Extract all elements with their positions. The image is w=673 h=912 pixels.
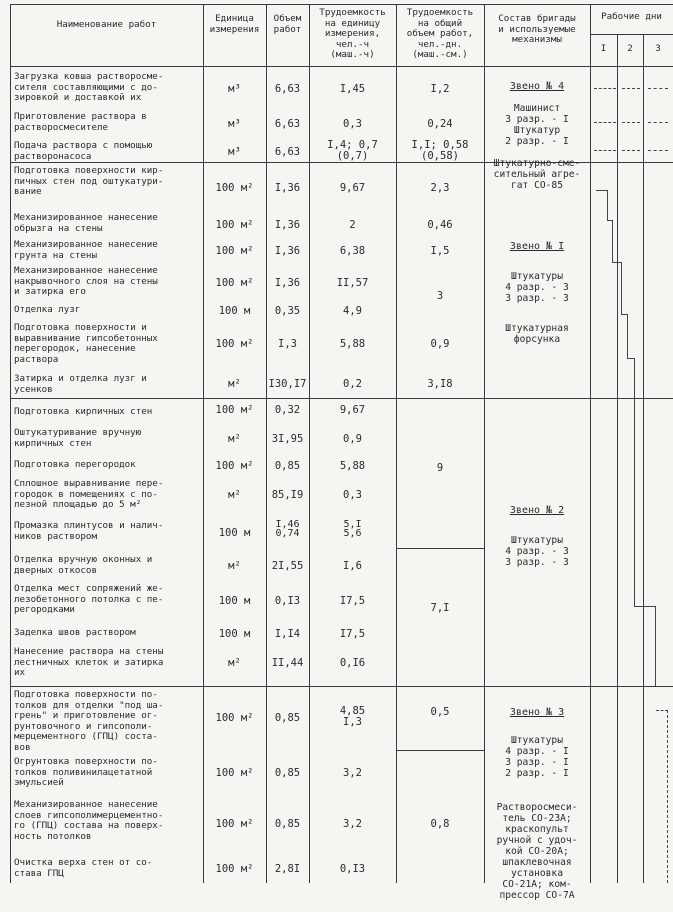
row-labor-total: I,5	[430, 245, 450, 257]
row-work: Механизированное нанесение обрызга на стены	[14, 212, 158, 234]
row-work: Механизированное нанесение накрывочного слоя на стены и затирка его	[14, 265, 158, 297]
crew-2-members: Штукатуры 4 разр. - 3 3 разр. - 3	[505, 535, 569, 568]
row-work: Очистка верха стен от со- става ГПЦ	[14, 857, 153, 879]
row-work: Промазка плинтусов и налич- ников раствором	[14, 520, 164, 542]
row-volume: I,46 0,74	[275, 519, 300, 539]
row-unit: 100 м	[218, 305, 251, 317]
schedule-bar	[594, 150, 616, 151]
row-labor-unit: 4,9	[343, 305, 362, 317]
row-work: Подготовка кирпичных стен	[14, 406, 153, 417]
row-volume: 0,35	[274, 305, 301, 317]
header-volume: Объем работ	[273, 13, 302, 35]
row-volume: I,36	[274, 219, 301, 231]
header-day-2: 2	[627, 43, 633, 54]
row-work: Огрунтовка поверхности по- толков поливинилацетатной эмульсией	[14, 756, 158, 788]
row-volume: 0,85	[274, 767, 301, 779]
row-work: Нанесение раствора на стены лестничных клеток и затирка их	[14, 646, 164, 678]
header-unit: Единица измерения	[209, 13, 260, 35]
row-labor-total: 0,46	[427, 219, 453, 231]
row-labor-total: I,I; 0,58 (0,58)	[411, 139, 469, 162]
schedule-bar	[622, 88, 640, 89]
row-labor-total: 3	[436, 290, 444, 302]
row-labor-unit: 9,67	[339, 182, 366, 194]
row-volume: 0,32	[274, 404, 301, 416]
row-labor-unit: 3,2	[343, 818, 362, 830]
row-work: Загрузка ковша растворосме- сителя составляющими с до- зировкой и доставкой их	[14, 71, 164, 103]
row-labor-unit: 2	[349, 219, 356, 231]
row-labor-unit: 0,3	[343, 489, 362, 501]
header-labor-total: Трудоемкость на общий объем работ, чел.-дн. (маш.-см.)	[406, 7, 474, 60]
row-volume: 0,85	[274, 460, 301, 472]
row-unit: 100 м²	[215, 245, 254, 257]
row-work: Механизированное нанесение слоев гипсополимерцементно- го (ГПЦ) состава на поверх- ность потолков	[14, 799, 164, 842]
row-labor-unit: 4,85 I,3	[339, 705, 366, 728]
row-labor-total: 7,I	[430, 602, 450, 614]
row-unit: м³	[228, 146, 241, 158]
row-volume: I,36	[274, 277, 301, 289]
schedule-step	[627, 314, 628, 358]
row-unit: 100 м²	[215, 863, 254, 875]
crew-3-title: Звено № 3	[509, 707, 565, 718]
schedule-bar	[648, 122, 668, 123]
row-unit: м³	[228, 83, 241, 95]
crew-2	[484, 494, 590, 579]
row-labor-unit: I7,5	[339, 595, 366, 607]
schedule-bar	[622, 122, 640, 123]
schedule-step	[612, 220, 613, 262]
row-unit: м²	[228, 657, 241, 669]
row-volume: 0,I3	[274, 595, 301, 607]
crew-3-mechanisms: Растворосмеси- тель СО-23А; краскопульт ручной с удоч- кой СО-20А; шпаклевочная установка СО-21А; ком- прессор СО-7А	[496, 802, 578, 901]
row-volume: 6,63	[274, 146, 301, 158]
schedule-step	[607, 190, 608, 220]
row-volume: I,I4	[274, 628, 301, 640]
row-work: Сплошное выравнивание пере- городок в помещениях с по- лезной площадью до 5 м²	[14, 478, 164, 510]
row-work: Оштукатуривание вручную кирпичных стен	[14, 427, 142, 449]
row-labor-unit: 3,2	[343, 767, 362, 779]
row-unit: 100 м	[218, 595, 251, 607]
schedule-bar	[648, 88, 668, 89]
row-unit: 100 м²	[215, 712, 254, 724]
row-unit: м³	[228, 118, 241, 130]
schedule-step	[621, 262, 622, 314]
row-volume: I,36	[274, 245, 301, 257]
crew-1-title: Звено № I	[509, 241, 565, 252]
schedule-step	[634, 358, 635, 400]
row-work: Подача раствора с помощью растворонасоса	[14, 140, 153, 162]
row-volume: 6,63	[274, 83, 301, 95]
header-work: Наименование работ	[56, 19, 157, 30]
row-volume: 2I,55	[271, 560, 304, 572]
schedule-bar	[648, 150, 668, 151]
row-labor-unit: 0,9	[343, 433, 362, 445]
row-work: Отделка лузг	[14, 304, 81, 315]
crew-1-members: Штукатуры 4 разр. - 3 3 разр. - 3	[505, 271, 569, 304]
row-unit: 100 м²	[215, 767, 254, 779]
row-labor-total: I,2	[430, 83, 450, 95]
row-unit: 100 м²	[215, 182, 254, 194]
row-volume: 3I,95	[271, 433, 304, 445]
crew-4	[484, 70, 590, 202]
row-unit: м²	[228, 378, 241, 390]
row-work: Подготовка поверхности по- толков для отделки "под ша- грень" и приготовление ог- рунтовочного и гипсополи- мерцементного (ГПЦ) соста- вов	[14, 689, 164, 753]
row-labor-unit: I,45	[339, 83, 366, 95]
header-labor-unit: Трудоемкость на единицу измерения, чел.-ч (маш.-ч)	[319, 7, 386, 60]
row-unit: 100 м²	[215, 404, 254, 416]
row-work: Затирка и отделка лузг и усенков	[14, 373, 147, 395]
row-labor-unit: I,4; 0,7 (0,7)	[327, 139, 378, 162]
row-labor-unit: I,6	[343, 560, 362, 572]
header-crew: Состав бригады и используемые механизмы	[498, 13, 576, 45]
schedule-step	[634, 606, 656, 607]
row-labor-total: 0,24	[427, 118, 453, 130]
schedule-bar	[594, 88, 616, 89]
crew-4-mechanisms: Штукатурно-сме- сительный агре- гат СО-85	[493, 158, 581, 191]
row-unit: 100 м	[218, 527, 251, 539]
row-work: Приготовление раствора в растворосмесителе	[14, 111, 147, 133]
schedule-bar	[594, 122, 616, 123]
header-day-1: I	[600, 43, 607, 54]
row-labor-unit: 0,2	[343, 378, 362, 390]
row-work: Заделка швов раствором	[14, 627, 136, 638]
row-unit: м²	[228, 560, 241, 572]
row-volume: 6,63	[274, 118, 301, 130]
row-unit: 100 м²	[215, 277, 254, 289]
row-work: Подготовка поверхности и выравнивание гипсобетонных перегородок, нанесение раствора	[14, 322, 158, 365]
row-labor-unit: I7,5	[339, 628, 366, 640]
row-work: Отделка мест сопряжений же- лезобетонного потолка с пе- регородками	[14, 583, 164, 615]
header-day-3: 3	[655, 43, 661, 54]
row-unit: 100 м²	[215, 338, 254, 350]
schedule-bar	[622, 150, 640, 151]
crew-1-mechanisms: Штукатурная форсунка	[505, 323, 569, 345]
row-labor-unit: 6,38	[339, 245, 366, 257]
row-volume: 0,85	[274, 712, 301, 724]
row-labor-total: 0,9	[430, 338, 450, 350]
row-labor-unit: II,57	[336, 277, 369, 289]
row-volume: I,36	[274, 182, 301, 194]
row-work: Подготовка перегородок	[14, 459, 136, 470]
row-labor-unit: 0,I3	[339, 863, 366, 875]
row-volume: 0,85	[274, 818, 301, 830]
crew-3	[484, 696, 590, 912]
row-labor-unit: 5,88	[339, 338, 366, 350]
row-unit: 100 м²	[215, 818, 254, 830]
schedule-step	[634, 400, 635, 606]
row-work: Подготовка поверхности кир- пичных стен под оштукатури- вание	[14, 165, 164, 197]
row-unit: м²	[228, 433, 241, 445]
crew-1	[484, 230, 590, 356]
row-volume: I30,I7	[268, 378, 307, 390]
row-unit: 100 м²	[215, 460, 254, 472]
row-labor-unit: 0,I6	[339, 657, 366, 669]
row-unit: 100 м	[218, 628, 251, 640]
crew-2-title: Звено № 2	[509, 505, 565, 516]
row-labor-unit: 5,I 5,6	[343, 519, 362, 539]
row-labor-total: 9	[436, 462, 444, 474]
schedule-bar	[667, 710, 668, 883]
row-volume: II,44	[271, 657, 304, 669]
row-labor-total: 0,8	[430, 818, 450, 830]
row-labor-total: 2,3	[430, 182, 450, 194]
row-labor-total: 0,5	[430, 706, 450, 718]
row-labor-unit: 5,88	[339, 460, 366, 472]
row-volume: I,3	[278, 338, 297, 350]
schedule-step	[655, 606, 656, 686]
row-volume: 85,I9	[271, 489, 304, 501]
row-unit: м²	[228, 489, 241, 501]
row-volume: 2,8I	[274, 863, 301, 875]
row-work: Отделка вручную оконных и дверных откосов	[14, 554, 153, 576]
crew-4-members: Машинист 3 разр. - I Штукатур 2 разр. - I	[505, 103, 569, 147]
header-days: Рабочие дни	[601, 11, 662, 22]
row-unit: 100 м²	[215, 219, 254, 231]
row-work: Механизированное нанесение грунта на стены	[14, 239, 158, 261]
crew-3-members: Штукатуры 4 разр. - I 3 разр. - I 2 разр. - I	[505, 735, 569, 779]
row-labor-total: 3,I8	[427, 378, 453, 390]
row-labor-unit: 9,67	[339, 404, 366, 416]
crew-4-title: Звено № 4	[509, 81, 565, 92]
row-labor-unit: 0,3	[343, 118, 362, 130]
